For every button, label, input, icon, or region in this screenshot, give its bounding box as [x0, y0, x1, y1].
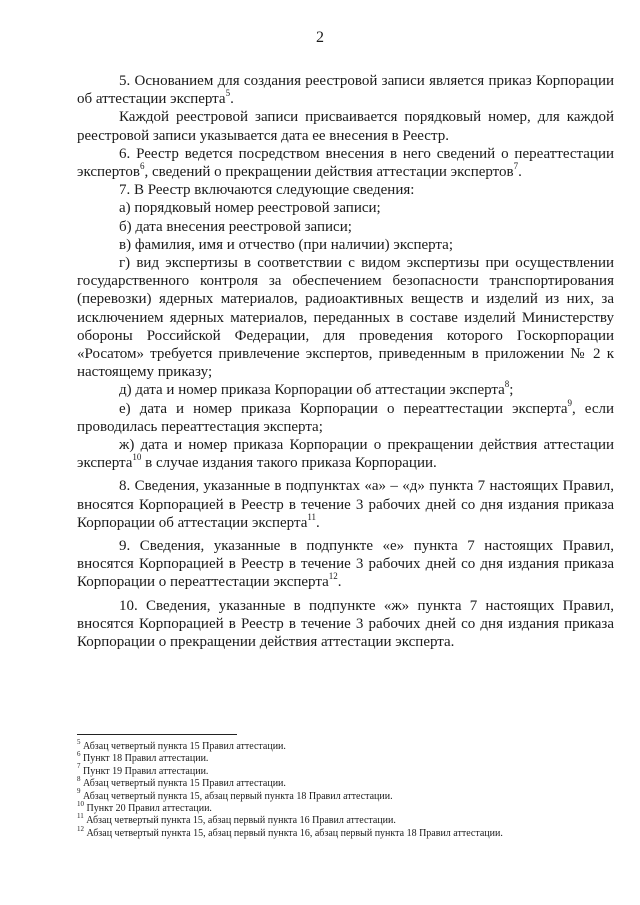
paragraph-number: 10. — [119, 597, 138, 614]
footnote-divider — [77, 734, 237, 735]
footnote — [77, 787, 617, 803]
paragraph-text: д) дата и номер приказа Корпорации об аттестации эксперта — [119, 382, 505, 399]
footnote-ref: 8 — [504, 379, 510, 390]
footnote-ref: 11 — [307, 511, 317, 522]
subitem-g: г) вид экспертизы в соответствии с видом экспертизы при осуществлении государственного контроля за обеспечением безопасности транспортирования (перевозки) ядерных материалов, радиоактивных веществ и изделий из них, за исключением ядерных материалов, переданных в составе изделий Министерству обороны Российской Федерации, для проведения которого Госкорпорации «Росатом» требуется привлечение экспертов, приведенным в приложении № 2 к настоящему приказу; — [77, 255, 614, 381]
punctuation: ; — [509, 382, 514, 399]
footnote-number: 12 — [77, 824, 84, 833]
paragraph-9 — [77, 537, 614, 592]
footnote-number: 8 — [77, 774, 81, 783]
footnote — [77, 737, 617, 753]
paragraph-text: Реестр ведется посредством внесения в него сведений о переаттестации экспертов — [77, 145, 614, 181]
footnote-number: 9 — [77, 787, 81, 796]
footnote-text: Абзац четвертый пункта 15, абзац первый пункта 18 Правил аттестации. — [83, 790, 393, 802]
paragraph-text: , сведений о прекращении действия аттестации экспертов — [144, 164, 514, 181]
subitem-e — [77, 397, 615, 436]
footnote — [77, 824, 617, 840]
paragraph-6 — [77, 145, 614, 181]
footnote-ref: 9 — [567, 397, 573, 408]
subitem-b: б) дата внесения реестровой записи; — [119, 218, 352, 235]
paragraph-text: Сведения, указанные в подпункте «е» пункта 7 настоящих Правил, вносятся Корпорацией в Реестр в течение 3 рабочих дней со дня издания приказа Корпорации о переаттестации эксперта — [77, 538, 615, 591]
paragraph-5 — [77, 72, 614, 108]
document-body — [77, 72, 614, 651]
subitem-d — [77, 381, 614, 399]
footnote-text: Абзац четвертый пункта 15 Правил аттестации. — [83, 741, 286, 752]
footnote-number: 6 — [77, 750, 81, 759]
paragraph-number: 8. — [119, 478, 131, 495]
footnote-ref: 12 — [328, 571, 338, 582]
page-number: 2 — [316, 29, 324, 46]
paragraph-8 — [77, 477, 614, 532]
footnote-number: 10 — [77, 799, 84, 808]
footnote-ref: 7 — [513, 161, 519, 172]
punctuation: . — [518, 164, 522, 181]
paragraph-text: в случае издания такого приказа Корпорации. — [141, 455, 437, 472]
punctuation: . — [337, 574, 342, 591]
paragraph-text: Сведения, указанные в подпунктах «а» – «д» пункта 7 настоящих Правил, вносятся Корпорацией в Реестр в течение 3 рабочих дней со дня издания приказа Корпорации об аттестации эксперта — [77, 478, 615, 531]
paragraph-number: 6. — [119, 145, 131, 162]
subitem-v: в) фамилия, имя и отчество (при наличии) эксперта; — [119, 236, 453, 253]
subitem-zh — [77, 436, 614, 472]
footnote-text: Абзац четвертый пункта 15, абзац первый пункта 16 Правил аттестации. — [86, 815, 396, 827]
paragraph-text: , если проводилась переаттестация эксперта; — [77, 400, 615, 435]
footnote — [77, 812, 617, 827]
footnote-ref: 10 — [132, 452, 142, 463]
paragraph-text: Сведения, указанные в подпункте «ж» пункта 7 настоящих Правил, вносятся Корпорацией в Реестр в течение 3 рабочих дней со дня издания приказа Корпорации о прекращении действия аттестации эксперта. — [77, 597, 615, 651]
footnote-ref: 6 — [139, 161, 145, 172]
punctuation: . — [230, 91, 234, 108]
paragraph-text: ж) дата и номер приказа Корпорации о прекращении действия аттестации эксперта — [77, 437, 614, 472]
paragraph-text: Основанием для создания реестровой записи является приказ Корпорации об аттестации эксперта — [77, 73, 614, 108]
paragraph-number: 5. — [119, 73, 131, 89]
footnote — [77, 750, 617, 765]
punctuation: . — [316, 514, 320, 531]
footnote-text: Абзац четвертый пункта 15 Правил аттестации. — [83, 778, 286, 790]
footnote — [77, 799, 617, 815]
footnotes — [77, 737, 617, 840]
footnote-number: 7 — [77, 762, 81, 771]
footnote-text: Абзац четвертый пункта 15, абзац первый пункта 16, абзац первый пункта 18 Правил аттестации. — [86, 827, 503, 839]
paragraph-10 — [77, 597, 614, 652]
footnote-ref: 5 — [225, 88, 231, 99]
footnote-text: Пункт 18 Правил аттестации. — [83, 753, 209, 765]
footnote-text: Пункт 20 Правил аттестации. — [86, 803, 212, 815]
footnote-text: Пункт 19 Правил аттестации. — [83, 765, 209, 777]
footnote-number: 5 — [77, 737, 81, 746]
footnote — [77, 774, 617, 790]
paragraph-5-continued: Каждой реестровой записи присваивается порядковый номер, для каждой реестровой записи указывается дата ее внесения в Реестр. — [77, 109, 614, 144]
paragraph-7: 7. В Реестр включаются следующие сведения: — [119, 182, 415, 199]
subitem-a: а) порядковый номер реестровой записи; — [119, 200, 381, 217]
paragraph-text: е) дата и номер приказа Корпорации о переаттестации эксперта — [119, 400, 568, 417]
footnote-number: 11 — [77, 812, 84, 821]
footnote — [77, 762, 617, 778]
paragraph-number: 9. — [119, 538, 131, 555]
